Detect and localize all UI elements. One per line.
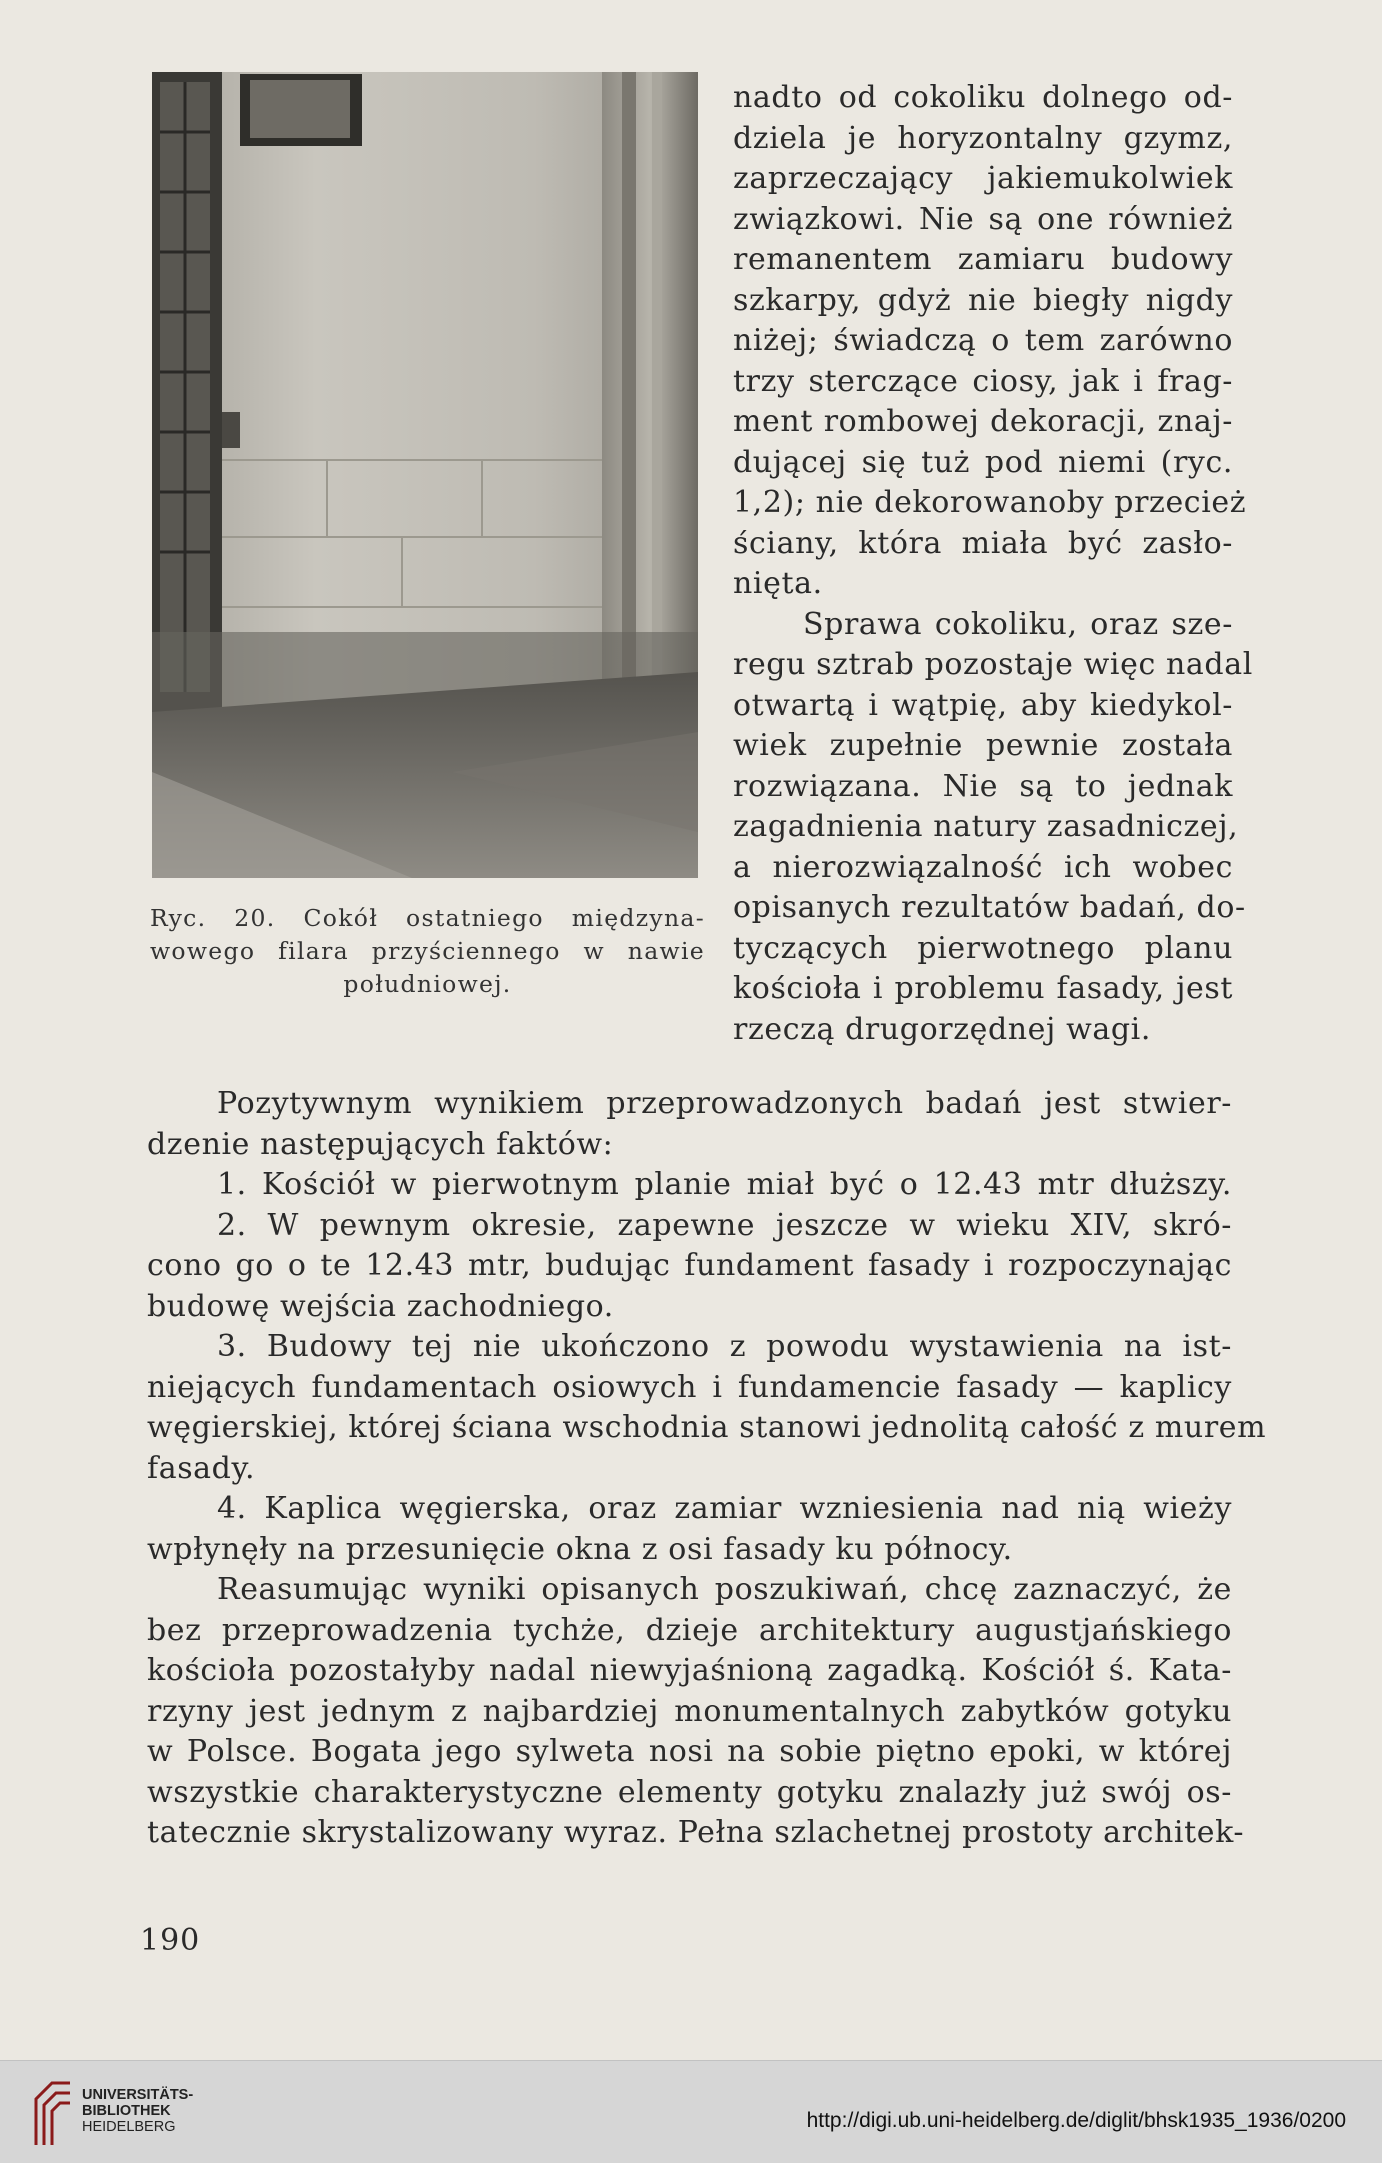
text-line: wszystkie charakterystyczne elementy gotyku znalazły już swój os- (147, 1774, 1232, 1810)
text-line: zaprzeczający jakiemukolwiek (733, 161, 1233, 196)
library-logo-icon (30, 2075, 80, 2147)
text-line: budowę wejścia zachodniego. (147, 1288, 614, 1324)
text-line: Sprawa cokoliku, oraz sze- (803, 606, 1233, 642)
list-item: 1. Kościół w pierwotnym planie miał być o 12.43 mtr dłuższy. (217, 1167, 1232, 1202)
text-line: dzenie następujących faktów: (147, 1126, 614, 1162)
text-line: fasady. (147, 1450, 256, 1486)
text-line: niejących fundamentach osiowych i fundamencie fasady — kaplicy (147, 1369, 1232, 1405)
text-line: niżej; świadczą o tem zarówno (733, 323, 1233, 358)
list-item: 3. Budowy tej nie ukończono z powodu wystawienia na ist- (217, 1329, 1232, 1364)
logo-line: BIBLIOTHEK (82, 2103, 171, 2119)
text-line: nięta. (733, 566, 823, 601)
text-line: nadto od cokoliku dolnego od- (733, 80, 1233, 115)
text-line: bez przeprowadzenia tychże, dzieje architektury augustjańskiego (147, 1612, 1232, 1648)
text-line: opisanych rezultatów badań, do- (733, 890, 1246, 925)
figure-photograph (152, 72, 698, 878)
logo-line: UNIVERSITÄTS- (82, 2087, 194, 2103)
text-line: dującej się tuż pod niemi (ryc. (733, 444, 1233, 480)
caption-line: Ryc. 20. Cokół ostatniego międzyna- (150, 904, 705, 932)
text-line: wpłynęły na przesunięcie okna z osi fasady ku północy. (147, 1531, 1013, 1567)
text-line: regu sztrab pozostaje więc nadal (733, 647, 1253, 682)
text-line: wiek zupełnie pewnie została (733, 728, 1233, 763)
text-line: cono go o te 12.43 mtr, budując fundament fasady i rozpoczynając (147, 1248, 1232, 1283)
body-text-full-width (147, 1084, 1267, 1854)
text-line: szkarpy, gdyż nie biegły nigdy (733, 282, 1233, 318)
source-url-link[interactable]: http://digi.ub.uni-heidelberg.de/diglit/bhsk1935_1936/0200 (806, 2109, 1346, 2132)
list-item: 4. Kaplica węgierska, oraz zamiar wzniesienia nad nią wieży (217, 1491, 1232, 1526)
text-line: kościoła pozostałyby nadal niewyjaśnioną zagadką. Kościół ś. Kata- (147, 1653, 1232, 1688)
text-line: remanentem zamiaru budowy (733, 242, 1233, 277)
text-line: a nierozwiązalność ich wobec (733, 849, 1233, 885)
text-line: ment rombowej dekoracji, znaj- (733, 404, 1233, 439)
text-line: ściany, która miała być zasło- (733, 525, 1233, 561)
text-line: kościoła i problemu fasady, jest (733, 971, 1233, 1006)
logo-line: HEIDELBERG (82, 2119, 176, 2135)
text-line: trzy sterczące ciosy, jak i frag- (733, 363, 1233, 399)
body-text-column (733, 78, 1253, 1050)
library-logo-text (82, 2087, 193, 2135)
text-line: związkowi. Nie są one również (733, 201, 1233, 237)
text-line: Reasumując wyniki opisanych poszukiwań, chcę zaznaczyć, że (217, 1572, 1232, 1607)
text-line: rzeczą drugorzędnej wagi. (733, 1011, 1151, 1047)
caption-line: wowego filara przyściennego w nawie (150, 937, 705, 965)
figure-caption (150, 902, 705, 1001)
text-line: w Polsce. Bogata jego sylweta nosi na sobie piętno epoki, w której (147, 1734, 1232, 1769)
footer-bar (0, 2060, 1382, 2163)
caption-line: południowej. (343, 970, 512, 998)
text-line: węgierskiej, której ściana wschodnia stanowi jednolitą całość z murem (147, 1410, 1267, 1445)
text-line: rzyny jest jednym z najbardziej monumentalnych zabytków gotyku (147, 1693, 1232, 1729)
text-line: dziela je horyzontalny gzymz, (733, 120, 1233, 156)
text-line: rozwiązana. Nie są to jednak (733, 768, 1233, 804)
text-line: Pozytywnym wynikiem przeprowadzonych badań jest stwier- (217, 1086, 1232, 1121)
page-number: 190 (140, 1923, 201, 1958)
text-line: 1,2); nie dekorowanoby przecież (733, 485, 1247, 520)
text-line: tatecznie skrystalizowany wyraz. Pełna szlachetnej prostoty architek- (147, 1815, 1245, 1850)
text-line: otwartą i wątpię, aby kiedykol- (733, 687, 1233, 723)
list-item: 2. W pewnym okresie, zapewne jeszcze w wieku XIV, skró- (217, 1207, 1232, 1243)
text-line: zagadnienia natury zasadniczej, (733, 809, 1239, 844)
text-line: tyczących pierwotnego planu (733, 930, 1233, 966)
